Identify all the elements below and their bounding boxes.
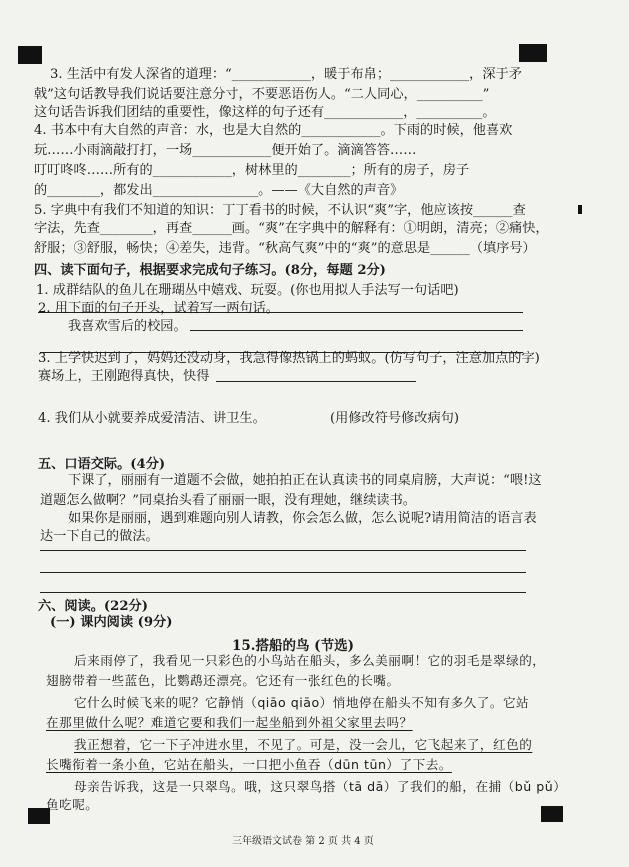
s4-q3-prompt: 赛场上，王刚跑得真快，快得 bbox=[38, 369, 210, 384]
section-6-heading: 六、阅读。(22分) bbox=[38, 599, 148, 614]
q5-line-2: 字法，先查________，再查______画。“爽”在字典中的解释有：①明朗，清亮；②痛快， bbox=[34, 221, 549, 236]
q3-line-3: 这句话告诉我们团结的重要性，像这样的句子还有____________，__________。 bbox=[34, 105, 496, 120]
registration-mark-top-left bbox=[18, 46, 42, 64]
passage-p4-a: 母亲告诉我，这是一只翠鸟。哦，这只翠鸟搭（tā dā）了我们的船，在捕（bǔ pǔ） bbox=[74, 779, 567, 794]
q5-line-3: 舒服；③舒服，畅快；④差失，违背。“秋高气爽”中的“爽”的意思是______（填序号） bbox=[34, 241, 536, 256]
passage-p4-b: 鱼吃呢。 bbox=[46, 797, 99, 812]
q3-line-1: 3. 生活中有发人深省的道理：“____________，暖于布帛；____________，深于矛 bbox=[50, 67, 522, 82]
q4-line-1: 4. 书本中有大自然的声音：水，也是大自然的____________。下雨的时候，他喜欢 bbox=[34, 123, 513, 138]
s5-answer-line-1 bbox=[40, 550, 526, 551]
passage-p3-b: 长嘴衔着一条小鱼，它站在船头，一口把小鱼吞（dūn tūn）了下去。 bbox=[46, 757, 452, 772]
q5-line-1: 5. 字典中有我们不知道的知识：丁丁看书的时候，不认识“爽”字，他应该按______查 bbox=[34, 203, 526, 218]
page-footer: 三年级语文试卷 第 2 页 共 4 页 bbox=[232, 836, 374, 847]
passage-title: 15.搭船的鸟 (节选) bbox=[232, 638, 354, 654]
q4-line-4: 的________，都发出________________。——《大自然的声音》 bbox=[34, 183, 404, 198]
q3-line-2: 戟”这句话教导我们说话要注意分寸，不要恶语伤人。“二人同心，__________” bbox=[34, 87, 490, 102]
s4-q4-note: (用修改符号修改病句) bbox=[330, 411, 459, 426]
s4-q4: 4. 我们从小就要养成爱清洁、讲卫生。 bbox=[38, 411, 266, 426]
s5-para-1b: 道题怎么做啊？”同桌抬头看了丽丽一眼，没有理她，继续读书。 bbox=[40, 493, 416, 508]
s4-q1: 1. 成群结队的鱼儿在珊瑚丛中嬉戏、玩耍。(你也用拟人手法写一句话吧) bbox=[36, 283, 459, 298]
s5-para-2a: 如果你是丽丽，遇到难题向别人请教，你会怎么做，怎么说呢?请用简洁的语言表 bbox=[68, 511, 537, 526]
passage-p1-a: 后来雨停了，我看见一只彩色的小鸟站在船头，多么美丽啊！它的羽毛是翠绿的， bbox=[74, 653, 546, 668]
scan-speck bbox=[578, 205, 582, 214]
s4-q2: 2. 用下面的句子开头，试着写一两句话。 bbox=[38, 301, 279, 316]
passage-p2-b: 在那里做什么呢？难道它要和我们一起坐船到外祖父家里去吗？ bbox=[46, 715, 413, 730]
section-6-1-heading: (一) 课内阅读 (9分) bbox=[50, 615, 173, 630]
section-4-heading: 四、读下面句子，根据要求完成句子练习。(8分，每题 2分) bbox=[34, 263, 386, 278]
q4-line-3: 叮叮咚咚……所有的____________，树林里的________；所有的房子，房子 bbox=[34, 163, 470, 178]
s5-answer-line-2 bbox=[40, 572, 526, 573]
s5-answer-line-3 bbox=[40, 592, 526, 593]
s4-q2-answer-line-1 bbox=[190, 330, 523, 331]
registration-mark-top-right bbox=[519, 44, 547, 62]
passage-p1-b: 翅膀带着一些蓝色，比鹦鹉还漂亮。它还有一张红色的长嘴。 bbox=[46, 673, 400, 688]
s5-para-1a: 下课了，丽丽有一道题不会做，她拍拍正在认真读书的同桌肩膀，大声说：“喂!这 bbox=[68, 473, 542, 488]
s4-q3: 3. 上学快迟到了，妈妈还没动身，我急得像热锅上的蚂蚁。(仿写句子，注意加点的字) bbox=[38, 351, 540, 366]
s4-q3-answer-line bbox=[216, 381, 416, 382]
registration-mark-bottom-right bbox=[541, 806, 563, 822]
section-5-heading: 五、口语交际。(4分) bbox=[38, 457, 166, 472]
s4-q2-prompt: 我喜欢雪后的校园。 bbox=[68, 319, 187, 334]
q4-line-2: 玩……小雨滴敲打打，一场____________便开始了。滴滴答答…… bbox=[34, 143, 417, 158]
passage-p2-a: 它什么时候飞来的呢？它静悄（qiāo qiāo）悄地停在船头不知有多久了。它站 bbox=[74, 695, 530, 710]
s5-para-2b: 达一下自己的做法。 bbox=[40, 529, 159, 544]
passage-p3-a: 我正想着，它一下子冲进水里，不见了。可是，没一会儿，它飞起来了，红色的 bbox=[74, 737, 533, 752]
